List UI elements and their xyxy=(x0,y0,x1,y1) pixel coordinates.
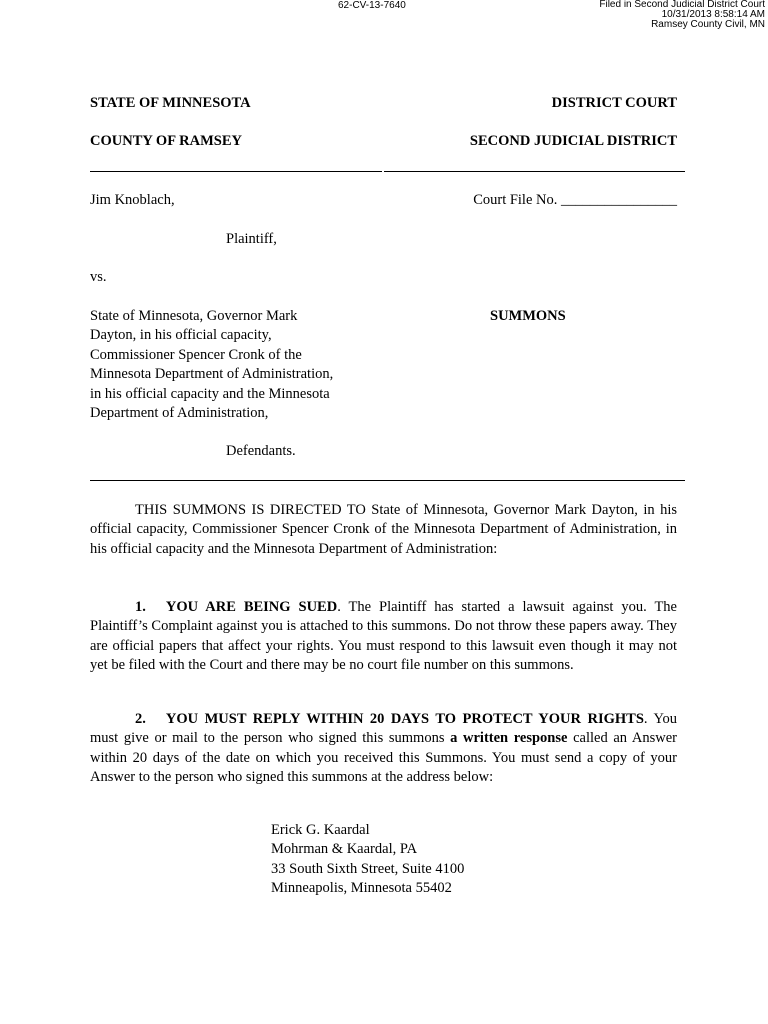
plaintiff-label: Plaintiff, xyxy=(226,231,277,247)
defendants-line: in his official capacity and the Minnesota xyxy=(90,385,330,402)
caption-rule-right xyxy=(384,171,685,172)
item-2-paragraph xyxy=(90,710,677,788)
defendants-line: Commissioner Spencer Cronk of the xyxy=(90,346,302,363)
item-2-text-b: called an Answer within 20 days of the date on which you received this Summons. You must send a copy of your Answer to the person who signed this summons at the address below: xyxy=(90,730,677,786)
defendants-line: Department of Administration, xyxy=(90,405,269,422)
defendants-line: State of Minnesota, Governor Mark xyxy=(90,308,298,324)
address-line: Minneapolis, Minnesota 55402 xyxy=(271,880,452,897)
caption-rule-left xyxy=(90,171,382,172)
filing-timestamp: 10/31/2013 8:58:14 AM xyxy=(661,9,765,20)
county-heading: COUNTY OF RAMSEY xyxy=(90,133,242,149)
item-2-heading: YOU MUST REPLY WITHIN 20 DAYS TO PROTECT YOUR RIGHTS xyxy=(165,711,644,727)
defendants-line: Dayton, in his official capacity, xyxy=(90,327,272,344)
address-line: 33 South Sixth Street, Suite 4100 xyxy=(271,860,465,877)
filed-line: Filed in Second Judicial District Court xyxy=(599,0,765,10)
directed-to-paragraph xyxy=(90,501,677,559)
court-file-number: Court File No. ________________ xyxy=(473,192,677,208)
district-heading: SECOND JUDICIAL DISTRICT xyxy=(469,133,677,149)
court-location: Ramsey County Civil, MN xyxy=(651,19,765,30)
defendants-label: Defendants. xyxy=(226,443,296,459)
address-line: Erick G. Kaardal xyxy=(271,822,370,838)
item-1-heading: YOU ARE BEING SUED xyxy=(165,599,338,615)
item-1-paragraph xyxy=(90,598,677,676)
directed-to-text: THIS SUMMONS IS DIRECTED TO State of Minnesota, Governor Mark Dayton, in his official capacity, Commissioner Spencer Cronk of the Minnesota Department of Administration, in his official capacity and the Minnesota Department of Administration: xyxy=(90,502,677,557)
case-number: 62-CV-13-7640 xyxy=(338,0,406,11)
filing-stamp xyxy=(599,0,765,30)
item-1-number: 1. xyxy=(135,599,146,615)
plaintiff-name: Jim Knoblach, xyxy=(90,192,175,208)
state-heading: STATE OF MINNESOTA xyxy=(90,95,251,111)
item-2-text-a: . You must give or mail to the person who signed this summons xyxy=(90,711,677,747)
versus-label: vs. xyxy=(90,269,107,285)
document-title: SUMMONS xyxy=(490,308,566,324)
item-2-emphasis: a written response xyxy=(450,730,568,747)
defendants-list xyxy=(90,307,380,423)
item-2-number: 2. xyxy=(135,711,146,727)
defendants-line: Minnesota Department of Administration, xyxy=(90,366,334,383)
attorney-address xyxy=(271,821,464,899)
item-1-text: . The Plaintiff has started a lawsuit against you. The Plaintiff’s Complaint against you is attached to this summons. Do not throw these papers away. They are official papers that affect your rights. You must respond to this lawsuit even though it may not yet be filed with the Court and there may be no court file number on this summons. xyxy=(90,599,677,674)
caption-bottom-rule xyxy=(90,480,685,481)
court-heading: DISTRICT COURT xyxy=(551,95,677,111)
address-line: Mohrman & Kaardal, PA xyxy=(271,841,418,858)
